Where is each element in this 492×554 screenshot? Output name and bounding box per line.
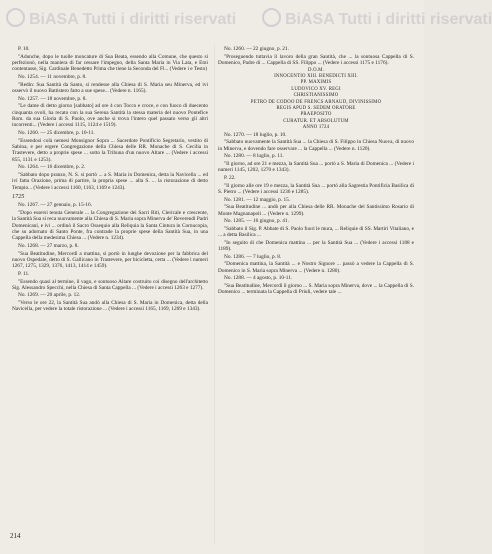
watermark-left: BiASA Tutti i diritti riservati xyxy=(6,8,236,29)
entry-heading: No. 1281. — 12 maggio, p. 15. xyxy=(224,196,291,203)
entry-heading: No. 1260. — 25 dicembre, p. 10-11. xyxy=(18,129,95,136)
entry: P. 10. xyxy=(18,46,30,52)
entry: "In seguito di che Domenica mattina ... per la Santità Sua ... (Vedere i accessi 1188 e 1189). xyxy=(218,239,414,253)
entry: "Proseguendo tuttavia il lavoro della gran Santità, che ... la sontuosa Cappella di S. Domenico, Padre di ... Cappella di SS. Filippo ... (Vedere i accessi 1175 e 1176). xyxy=(218,53,414,66)
watermark-right: BiASA Tutti i diritti riservati xyxy=(262,8,492,29)
inscription-line: ANNO 1724 xyxy=(302,125,330,131)
entry: "Sabbato il Sig. P. Abbate di S. Paolo fuori le mura, ... Reliquie di SS. Martiri Vitaliano, e ... a detta Basilica ... xyxy=(218,225,414,239)
entry: "Domenica mattina, la Santità ... e Nostro Signore ... passò a vedere la Cappella di S. Domenico in S. Maria sopra Minerva ... (Vedere n. 1280). xyxy=(218,261,414,274)
year-heading: 1725 xyxy=(12,192,25,200)
entry-heading: No. 1268. — 27 marzo, p. 8. xyxy=(18,242,79,249)
entry: "Adunche, dopo le tuolle moncature di Sua Beata, essendo alla Comune, che questo si perfezionò, nella maniera di far cessare l'impegno, della Santa Maria in Via Lata, e Emi contentasse, Sig. Cardinale Benedetto Prima che tiene la Seconda del Fl... (Vedere i e Testo) xyxy=(12,53,208,73)
inscription-line: CHRISTIANISSIMO xyxy=(293,93,339,99)
entry-heading: No. 1264. — 16 dicembre, p. 2. xyxy=(18,164,86,171)
inscription-line: PP. MAXIMIS xyxy=(300,80,332,86)
inscription-line: D.O.M. xyxy=(308,67,324,73)
entry-heading: P. 11. xyxy=(18,270,30,277)
entry: "Sua Beatitudine, Mercordì a mattina, si portò in lunghe devozione per la fabbrica del nuovo Ospedale, detto di S. Gallicano in Trastevere, per bicicletta, certa ... (Vedere i numeri 1267, 1275, 1329, 1376, 1413, 1414 e 1459). xyxy=(12,250,208,270)
column-gutter xyxy=(214,44,215,544)
inscription-line: PETRO DE CODOO DE FRENCS ARNAUD, DIVINISSIMO xyxy=(250,99,382,105)
right-column xyxy=(218,46,414,297)
entry: "Sua Beatitudine ... andò per alla Chiesa delle RR. Monache del Santissimo Rosario di Monte Magnanapoli ... (Vedere n. 1299). xyxy=(218,204,414,217)
entry: "Verso le ore 22, la Santità Sua andò alla Chiesa di S. Maria in Domenica, detta della Navicella, per vedere la totale ristorazione ... (Vedere i accessi 1165, 1169, 1269 e 1343). xyxy=(12,300,208,313)
entry: "Sabbato nuovamente la Santità Sua ... la Chiesa di S. Filippo in Chiesa Nuova, di nuovo in Minerva, e dovendo fare osservare ... la Cappella ... (Vedere n. 1120). xyxy=(218,139,414,152)
entry-heading: No. 1260. — 22 giugno, p. 21. xyxy=(224,46,289,52)
inscription-line: REGIS APUD S. SEDEM ORATORE xyxy=(276,106,356,112)
left-column xyxy=(12,46,208,314)
entry-heading: P. 22. xyxy=(224,174,236,181)
page-number: 214 xyxy=(10,532,21,540)
entry: "Essendo quasi al termine, il vago, e sontuoso Altare costruito coi disegno dell'architetto Sig. Alessandro Specchi, nella Chiesa di Santa Cappella ... (Vedere i accessi 1263 e 1277). xyxy=(12,278,208,291)
entry-heading: No. 1288. — 4 agosto, p. 10-11. xyxy=(224,275,293,282)
entry-heading: No. 1257. — 18 novembre, p. 8. xyxy=(18,95,87,102)
inscription-line: PRAEPOSITO xyxy=(300,112,332,118)
entry: "Il giorno alle ore 19 e mezza, la Santità Sua ... portò alla Sagrestia Pontificia Basilica di S. Pietro ... (Vedere i accessi 1236 e 1285). xyxy=(218,182,414,195)
entry-heading: No. 1280. — 8 luglio, p. 11. xyxy=(224,153,284,160)
entry-heading: No. 1267. — 27 gennaio, p. 15-16. xyxy=(18,202,93,209)
entry: "Sabbato dopo pranzo, N. S. si portò ... a S. Maria in Domenica, detta la Navicella ... ed ivi fatta Orazione, prima di partire, la propria spese ... alla S. ... la ristorazione di detto Tempio... (Vedere i accessi 1160, 1163, 1169 e 1243). xyxy=(12,171,208,191)
entry: "Le dame di detto giorno [sabbato] ad ore 4 con Tocco e croce, e con fuoco di duecento cinquanta ovoli, ha recato con la sua Serena Santità la stessa materia del nuovo Pontefice Rom. da sua Gloria di S. Paolo, ove anche si trova l'intero quel passato verso gli altri incorrenti... (Vedere i accessi 1115, 1124 e 1519). xyxy=(12,103,208,129)
inscription-line: CURATUR. ET ABSOLUTUM xyxy=(283,118,349,124)
entry: "Sua Beatitudine, Mercordì il giorno ... S. Maria sopra Minerva, dove ... la Cappella di S. Domenico ... terminata la Cappella di Priuli, vedere tale ... xyxy=(218,283,414,296)
entry: "Redin: Sua Santità da Santo, si rendesse alla Chiesa di S. Maria seu Minerva, ed ivi osservò il nuovo Battistero fatto a sue spese... (Vedere n. 1165). xyxy=(12,81,208,94)
entry: "Il giorno, ad ore 21 e mezza, la Santità Sua ... portò a S. Maria di Domenica ... (Vedere i numeri 1145, 1202, 1270 e 1343). xyxy=(218,160,414,174)
entry-heading: No. 1270. — 18 luglio, p. 10. xyxy=(224,131,287,138)
inscription xyxy=(218,68,414,131)
entry-heading: No. 1254. — 11 novembre, p. 8. xyxy=(18,73,87,80)
inscription-line: LUDOVICO XV. REGI xyxy=(291,86,341,92)
entry-heading: No. 1285. — 16 giugno, p. 41. xyxy=(224,218,289,225)
inscription-line: INNOCENTIO XIII. BENEDICTI XIII. xyxy=(274,74,358,80)
biasa-logo-icon xyxy=(262,8,281,27)
entry-heading: No. 1269. — 20 aprile, p. 12. xyxy=(18,292,81,299)
entry: "Essendosi colà nemesi Monsignor Sopra ... Sacerdote Pontificio Segretario, vestito di Sabina, e per ergere Congregazione della Chiesa delle RR. Monache di S. Cecilia in Trastevere, detto a proprie spese ... sotto la Tribuna d'un nuovo Altare ... (Vedere i accessi 855, 1131 e 1253). xyxy=(12,137,208,163)
entry: "Dopo essersi tenuta Generale ... la Congregazione dei Sacri Riti, Clericale e crescente, la Santità Sua si reca nuovamente alla Chiesa di S. Maria sopra Minerva de' Reverendi Padri Domenicani, e ivi ... ordinò il Sacro Ossequio alla Reliquia la Santa Cintura in Cornucopia, che su adornato di Santo Ponte, fra contrade la proprie spese della Santità Sua, in una Cappella della medesima Chiesa ... (Vedere n. 1234). xyxy=(12,209,208,242)
entry-heading: No. 1286. — 7 luglio, p. 8. xyxy=(224,253,282,260)
biasa-logo-icon xyxy=(6,8,25,27)
